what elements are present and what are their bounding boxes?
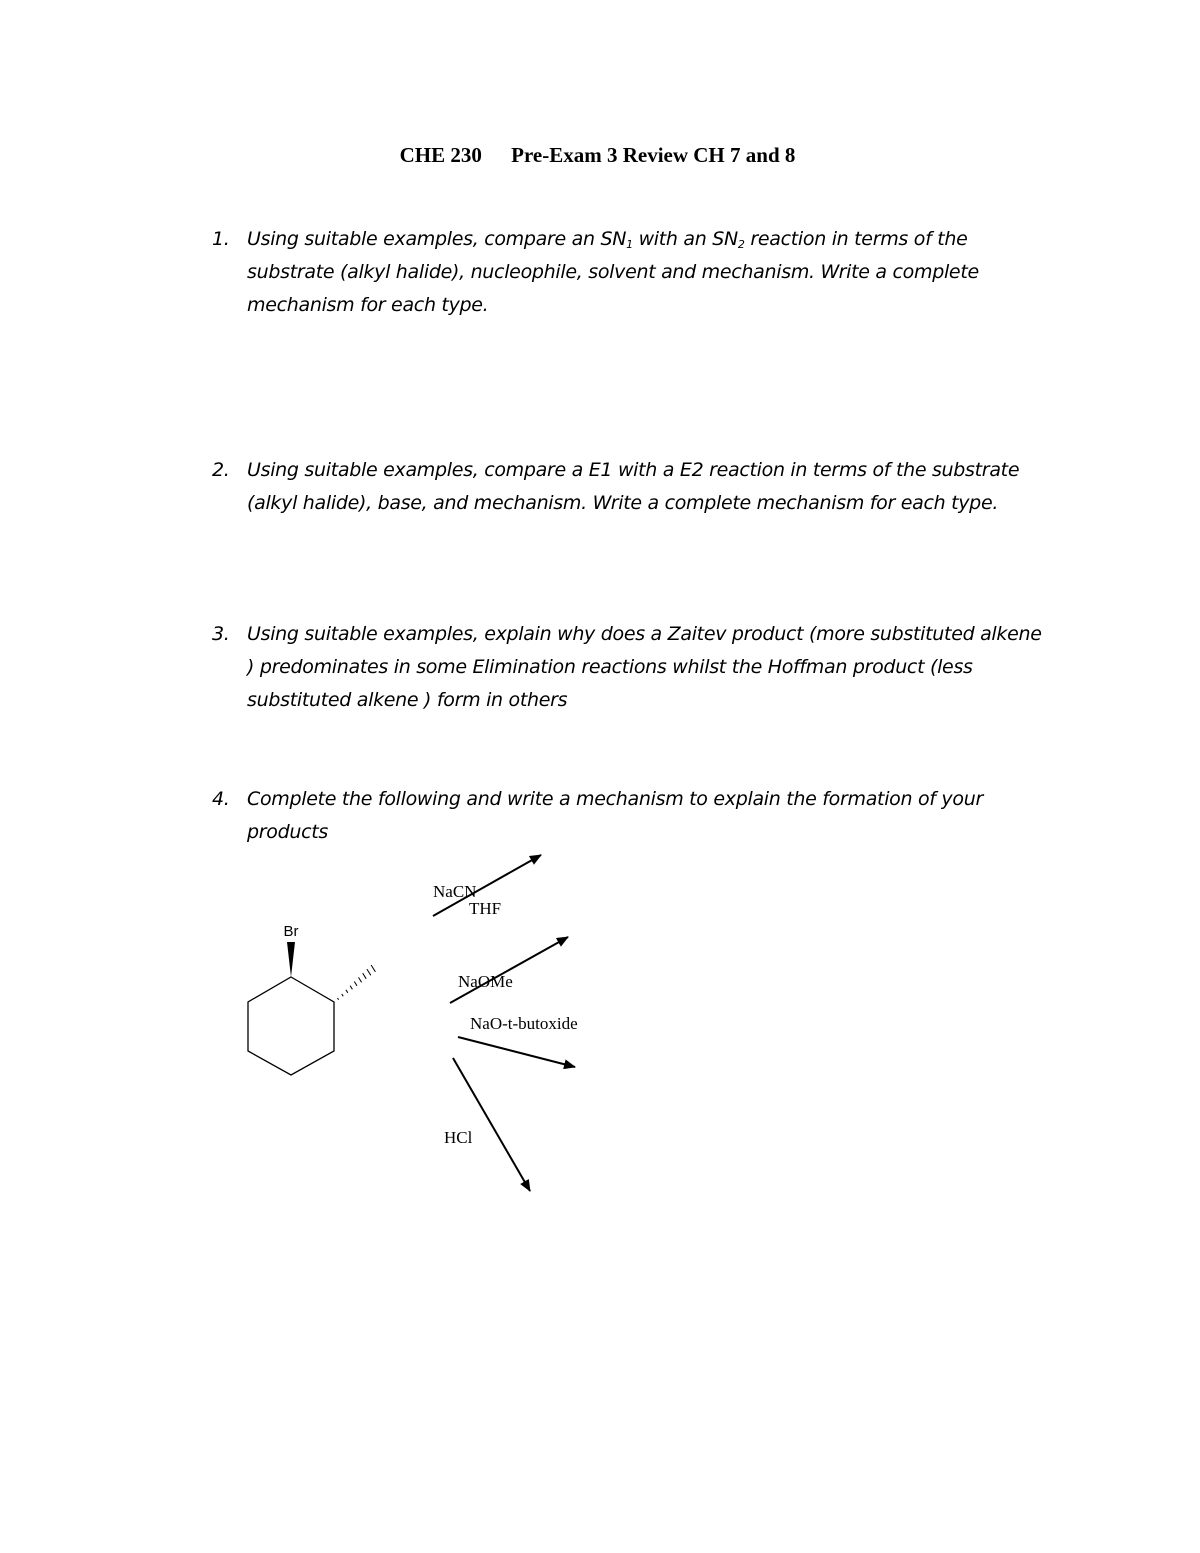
reagent-naome: NaOMe (458, 972, 513, 991)
question-text-part: with an SN (632, 228, 738, 250)
question-text: Using suitable examples, compare a E1 with a E2 reaction in terms of the substrate (alkyl halide), base, and mechanism. Write a complete mechanism for each type. (247, 459, 1020, 514)
document-title: Pre-Exam 3 Review CH 7 and 8 (511, 143, 796, 167)
question-text: Using suitable examples, explain why does a Zaitev product (more substituted alkene ) predominates in some Elimination reactions whilst the Hoffman product (less substituted alkene ) form in others (247, 623, 1042, 711)
question-text-part: Using suitable examples, compare an SN (247, 228, 627, 250)
subscript: 2 (737, 238, 745, 251)
question-number: 1. (212, 228, 230, 250)
question-text: Complete the following and write a mechanism to explain the formation of your products (247, 788, 983, 843)
arrow-nao-t-butoxide (458, 1037, 575, 1067)
bromine-label: Br (283, 923, 299, 940)
arrow-hcl (453, 1058, 530, 1191)
wedge-bond (287, 942, 295, 977)
arrow-naome (450, 937, 568, 1003)
hashed-bond (338, 965, 376, 1000)
solvent-thf: THF (469, 899, 502, 918)
subscript: 1 (626, 238, 633, 251)
reagent-nacn: NaCN (433, 882, 477, 901)
course-code: CHE 230 (399, 143, 482, 167)
question-number: 3. (212, 623, 230, 645)
cyclohexane-ring (248, 977, 334, 1075)
question-number: 4. (212, 788, 230, 810)
question-text-part: reaction in terms of the substrate (alkyl halide), nucleophile, solvent and mechanism. Write a complete mechanism for each type. (247, 228, 979, 316)
reagent-nao-t-butoxide: NaO-t-butoxide (470, 1014, 578, 1033)
reagent-hcl: HCl (444, 1128, 473, 1147)
question-number: 2. (212, 459, 230, 481)
